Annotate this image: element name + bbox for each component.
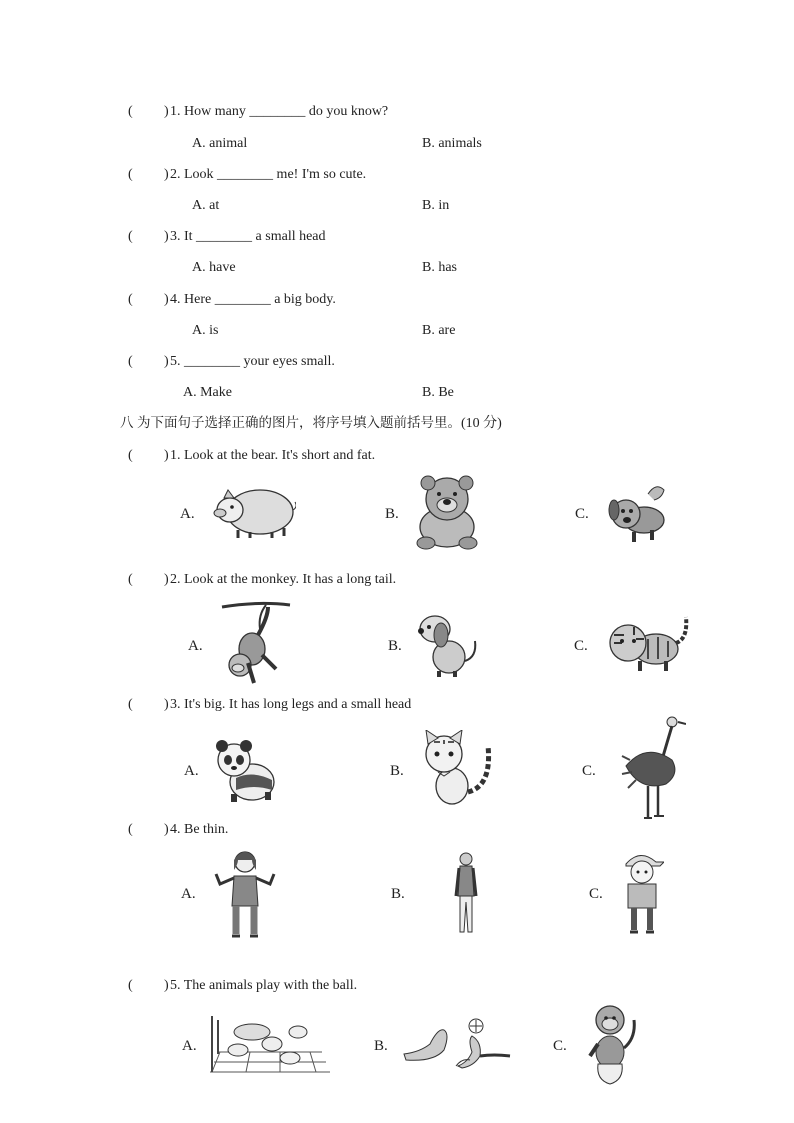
option-a-label: A. — [188, 638, 203, 654]
answer-paren-close: ) — [164, 822, 169, 837]
question-text: 4. Here ________ a big body. — [170, 292, 336, 307]
question-text: 5. The animals play with the ball. — [170, 978, 358, 993]
question-text: 4. Be thin. — [170, 822, 229, 837]
boy-icon — [620, 850, 664, 938]
farm-animals-icon — [210, 1014, 330, 1074]
section-instructions: 为下面句子选择正确的图片，将序号填入题前括号里。 — [137, 415, 461, 431]
option-b-label: B. — [390, 763, 404, 779]
answer-paren-close: ) — [164, 697, 169, 712]
option-b-label: B. — [374, 1038, 388, 1054]
cat-icon — [418, 730, 496, 808]
option-c-label: C. — [553, 1038, 567, 1054]
dog-icon — [604, 480, 670, 546]
question-text: 2. Look ________ me! I'm so cute. — [170, 167, 367, 182]
question-text: 1. How many ________ do you know? — [170, 104, 389, 119]
question-text: 2. Look at the monkey. It has a long tail. — [170, 572, 397, 587]
option-a: A. at — [192, 198, 220, 213]
question-text: 5. ________ your eyes small. — [170, 354, 335, 369]
option-a-label: A. — [184, 763, 199, 779]
seals-ball-icon — [402, 1018, 514, 1072]
tiger-icon — [604, 613, 692, 675]
section-number: 八 — [120, 415, 134, 431]
option-b-label: B. — [385, 506, 399, 522]
answer-paren-open: ( — [128, 978, 133, 993]
option-b: B. has — [422, 260, 457, 275]
option-a-label: A. — [181, 886, 196, 902]
question-text: 3. It's big. It has long legs and a small head — [170, 697, 412, 712]
option-a: A. Make — [183, 385, 232, 400]
answer-paren-open: ( — [128, 822, 133, 837]
option-b: B. animals — [422, 136, 482, 151]
option-c-label: C. — [574, 638, 588, 654]
option-b-label: B. — [388, 638, 402, 654]
ostrich-icon — [620, 716, 686, 822]
monkey-icon — [218, 599, 294, 691]
question-text: 3. It ________ a small head — [170, 229, 326, 244]
dog-icon — [413, 607, 479, 679]
option-b: B. are — [422, 323, 456, 338]
bear-icon — [412, 475, 482, 551]
answer-paren-open: ( — [128, 104, 133, 119]
option-c-label: C. — [589, 886, 603, 902]
section-score: (10 分) — [461, 416, 502, 431]
answer-paren-open: ( — [128, 167, 133, 182]
answer-paren-open: ( — [128, 292, 133, 307]
pig-icon — [208, 482, 296, 540]
option-b: B. Be — [422, 385, 454, 400]
option-c-label: C. — [575, 506, 589, 522]
answer-paren-close: ) — [164, 229, 169, 244]
option-b-label: B. — [391, 886, 405, 902]
monkey-icon — [584, 1004, 640, 1088]
answer-paren-close: ) — [164, 572, 169, 587]
option-c-label: C. — [582, 763, 596, 779]
answer-paren-open: ( — [128, 572, 133, 587]
answer-paren-close: ) — [164, 167, 169, 182]
option-a: A. animal — [192, 136, 248, 151]
answer-paren-open: ( — [128, 448, 133, 463]
man-icon — [450, 852, 482, 936]
section-heading — [120, 414, 502, 433]
answer-paren-close: ) — [164, 448, 169, 463]
answer-paren-open: ( — [128, 229, 133, 244]
answer-paren-open: ( — [128, 354, 133, 369]
panda-icon — [212, 738, 280, 804]
answer-paren-close: ) — [164, 104, 169, 119]
option-a-label: A. — [180, 506, 195, 522]
answer-paren-close: ) — [164, 292, 169, 307]
option-a: A. is — [192, 323, 219, 338]
girl-icon — [214, 848, 276, 942]
answer-paren-close: ) — [164, 978, 169, 993]
answer-paren-close: ) — [164, 354, 169, 369]
question-text: 1. Look at the bear. It's short and fat. — [170, 448, 376, 463]
option-b: B. in — [422, 198, 450, 213]
option-a-label: A. — [182, 1038, 197, 1054]
answer-paren-open: ( — [128, 697, 133, 712]
option-a: A. have — [192, 260, 236, 275]
